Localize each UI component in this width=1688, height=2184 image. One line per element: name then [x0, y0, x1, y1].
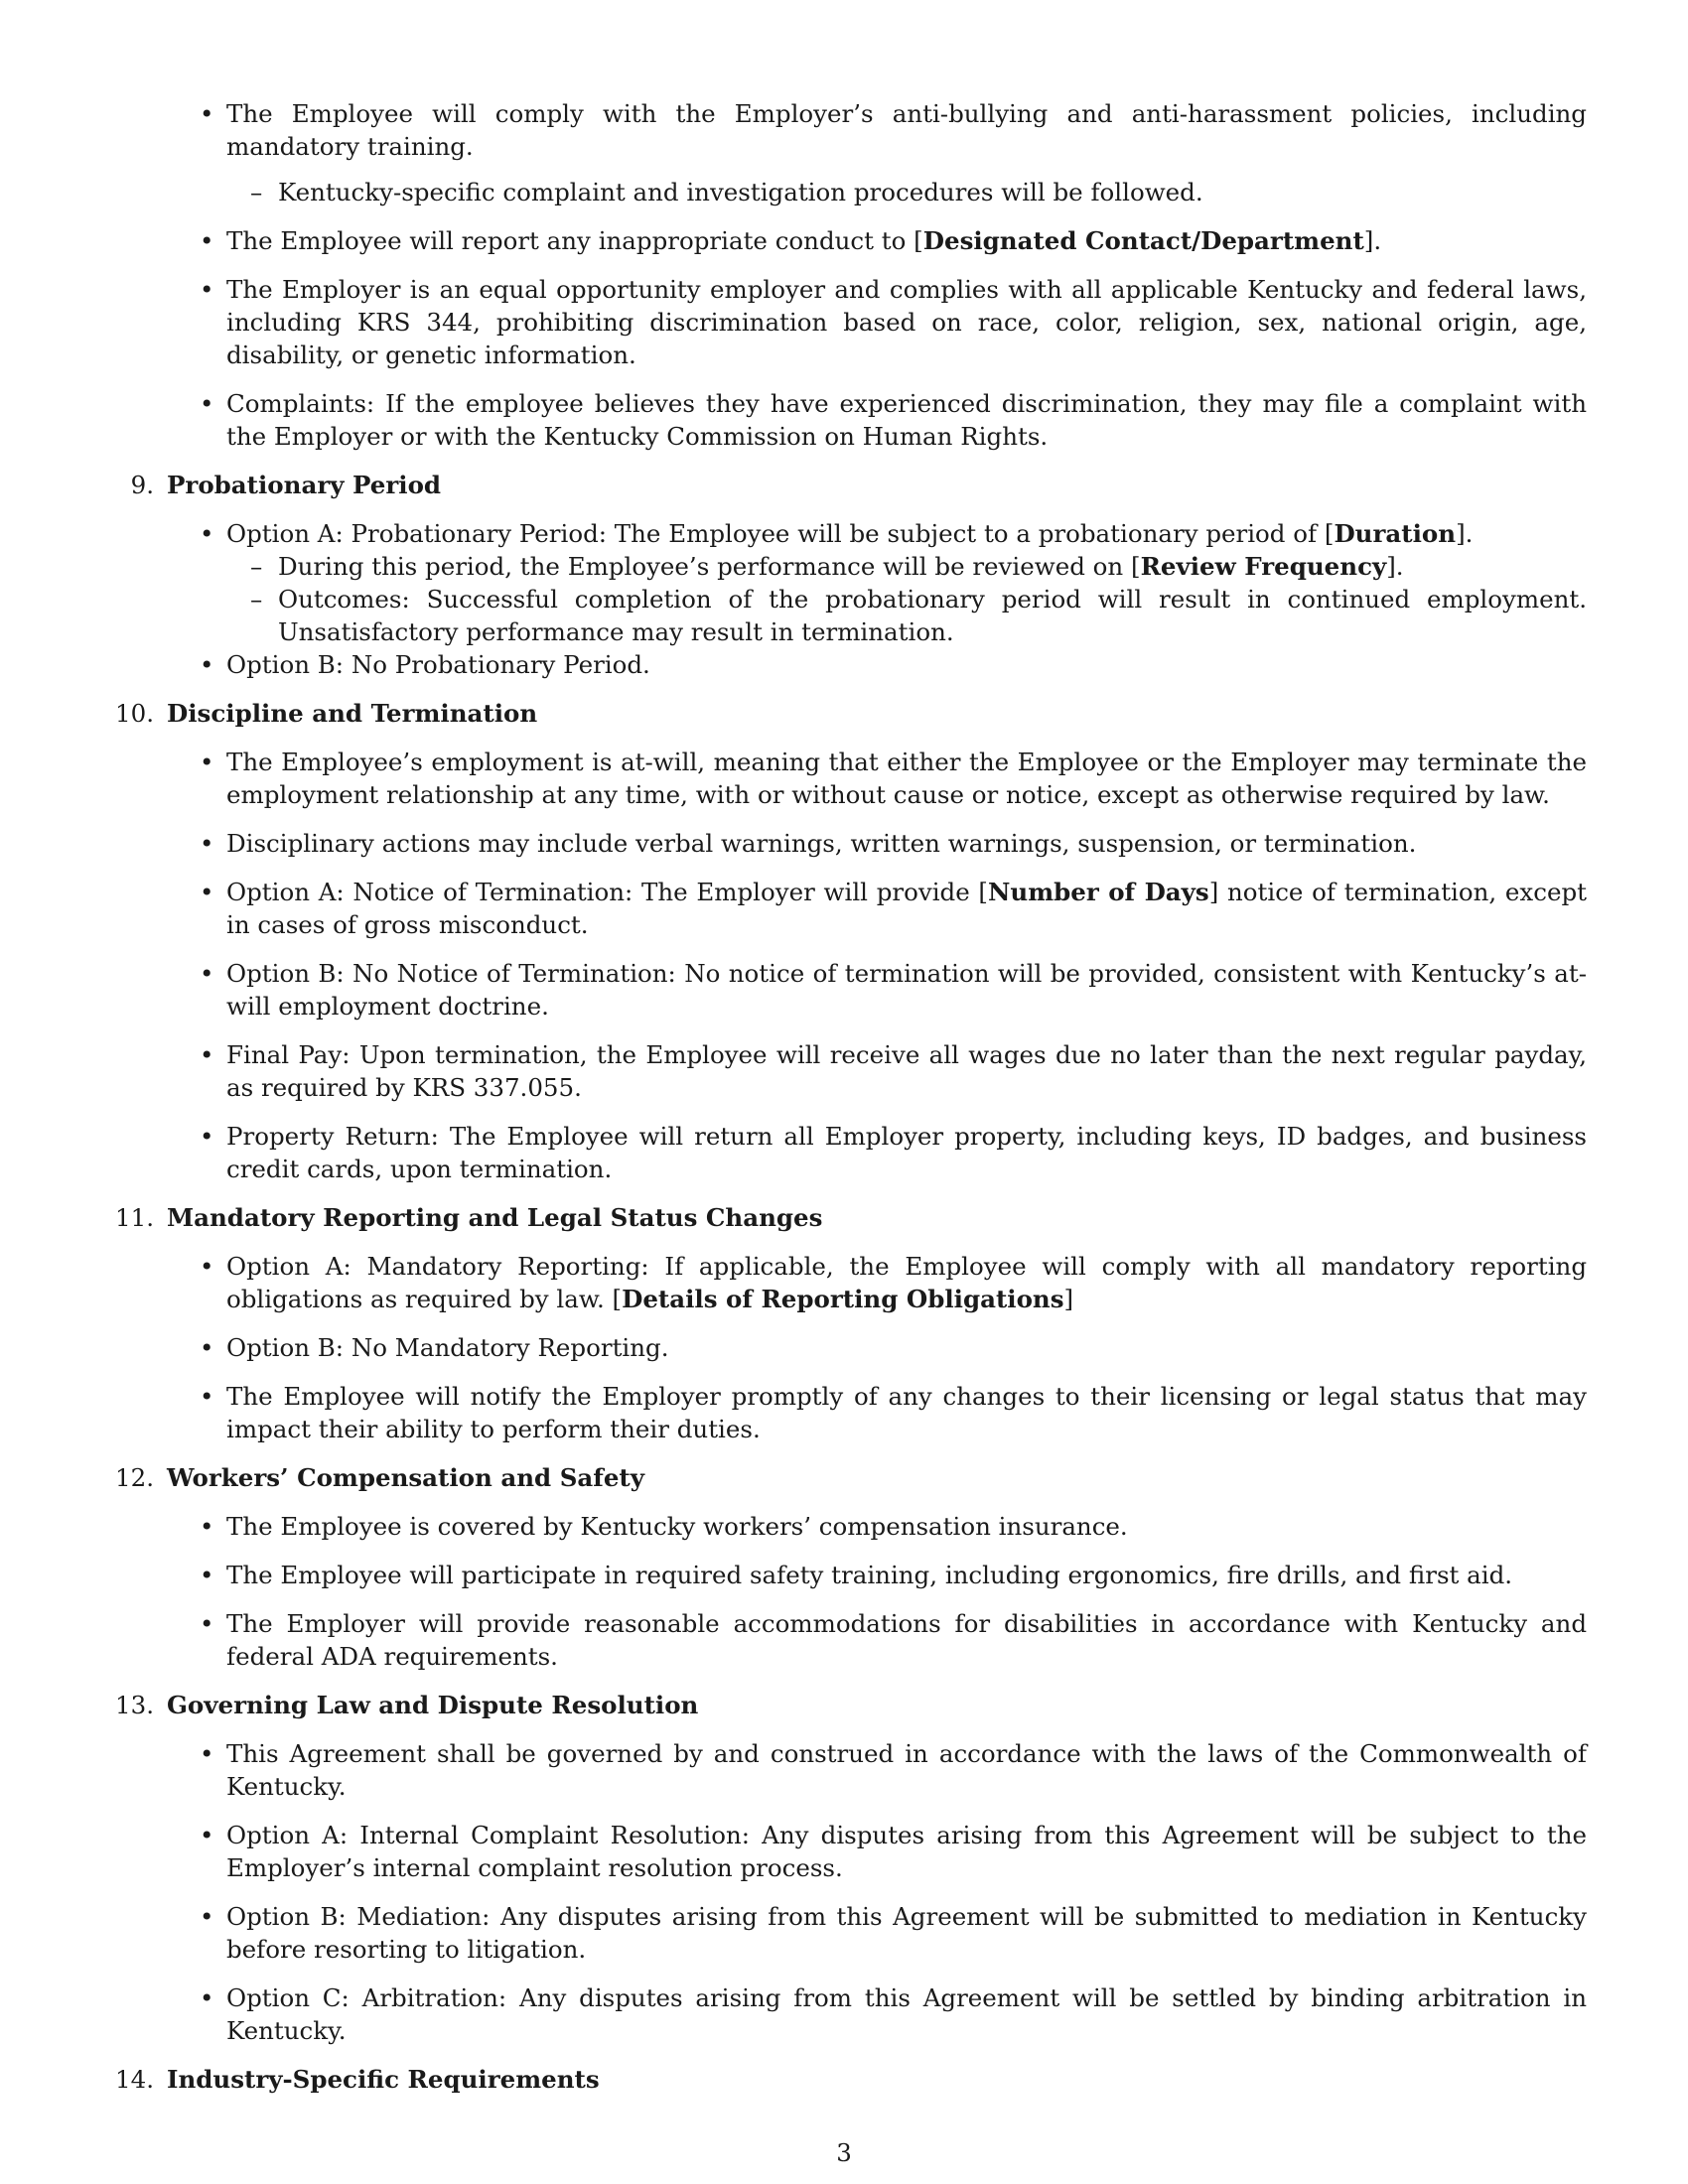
placeholder-field: Number of Days — [988, 878, 1209, 906]
list-item: • Disciplinary actions may include verbal warnings, written warnings, suspension, or termination. — [226, 827, 1587, 860]
section-number: 14. — [115, 2065, 154, 2094]
sub-list-item: – Outcomes: Successful completion of the probationary period will result in continued employment. Unsatisfactory performance may result in termination. — [278, 583, 1587, 648]
placeholder-field: Designated Contact/Department — [922, 226, 1364, 255]
list-item: • Complaints: If the employee believes they have experienced discrimination, they may file a complaint with the Employer or with the Kentucky Commission on Human Rights. — [226, 387, 1587, 453]
list-item: • The Employee will report any inappropriate conduct to [Designated Contact/Department]. — [226, 224, 1587, 257]
list-item: • The Employee’s employment is at-will, meaning that either the Employee or the Employer may terminate the employment relationship at any time, with or without cause or notice, except as otherwise required by law. — [226, 746, 1587, 811]
list-item: • Option A: Notice of Termination: The Employer will provide [Number of Days] notice of termination, except in cases of gross misconduct. — [226, 876, 1587, 941]
list-item: • Option B: Mediation: Any disputes arising from this Agreement will be submitted to mediation in Kentucky before resorting to litigation. — [226, 1900, 1587, 1966]
bullet-list — [0, 746, 1688, 1185]
list-item: • The Employer will provide reasonable accommodations for disabilities in accordance with Kentucky and federal ADA requirements. — [226, 1607, 1587, 1673]
section-heading — [115, 2063, 1688, 2096]
list-item: • The Employee will comply with the Employer’s anti-bullying and anti-harassment policies, including mandatory training. — [226, 97, 1587, 163]
sub-list-item: – During this period, the Employee’s performance will be reviewed on [Review Frequency]. — [278, 550, 1587, 583]
section-title: Mandatory Reporting and Legal Status Changes — [167, 1203, 823, 1232]
section-title: Governing Law and Dispute Resolution — [167, 1691, 699, 1719]
section-title: Discipline and Termination — [167, 699, 538, 728]
page-number: 3 — [836, 2138, 852, 2167]
list-item: • Option A: Mandatory Reporting: If applicable, the Employee will comply with all mandatory reporting obligations as required by law. [Details of Reporting Obligations] — [226, 1250, 1587, 1315]
section-title: Industry-Specific Requirements — [167, 2065, 600, 2094]
list-item: • Option B: No Notice of Termination: No notice of termination will be provided, consistent with Kentucky’s at-will employment doctrine. — [226, 957, 1587, 1023]
bullet-list — [0, 1510, 1688, 1673]
list-item: • The Employer is an equal opportunity employer and complies with all applicable Kentucky and federal laws, including KRS 344, prohibiting discrimination based on race, color, religion, sex, national origin, age, disability, or genetic information. — [226, 273, 1587, 371]
list-item: • Option A: Internal Complaint Resolution: Any disputes arising from this Agreement will be subject to the Employer’s internal complaint resolution process. — [226, 1819, 1587, 1884]
list-item: • The Employee is covered by Kentucky workers’ compensation insurance. — [226, 1510, 1587, 1543]
list-item: • Option A: Probationary Period: The Employee will be subject to a probationary period of [Duration]. — [226, 517, 1587, 550]
section-heading — [115, 697, 1688, 730]
sub-list-item: – Kentucky-specific complaint and investigation procedures will be followed. — [278, 176, 1587, 208]
section-number: 13. — [115, 1691, 154, 1719]
placeholder-field: Details of Reporting Obligations — [622, 1285, 1064, 1313]
section-heading — [130, 469, 1688, 501]
section-8-continued-list — [0, 97, 1688, 163]
bullet-list — [0, 517, 1688, 550]
list-item: • The Employee will participate in required safety training, including ergonomics, fire drills, and first aid. — [226, 1559, 1587, 1591]
placeholder-field: Duration — [1334, 519, 1457, 548]
section-title: Workers’ Compensation and Safety — [167, 1463, 644, 1492]
section-number: 12. — [115, 1463, 154, 1492]
list-item: • Option B: No Probationary Period. — [226, 648, 1587, 681]
placeholder-field: Review Frequency — [1140, 552, 1387, 581]
document-page — [0, 97, 1688, 2112]
section-number: 10. — [115, 699, 154, 728]
bullet-list — [0, 1250, 1688, 1445]
bullet-list — [0, 1737, 1688, 2047]
section-number: 11. — [115, 1203, 154, 1232]
section-number: 9. — [130, 471, 154, 499]
section-title: Probationary Period — [167, 471, 442, 499]
section-heading — [115, 1201, 1688, 1234]
list-item: • Final Pay: Upon termination, the Employee will receive all wages due no later than the next regular payday, as required by KRS 337.055. — [226, 1038, 1587, 1104]
bullet-list — [0, 648, 1688, 681]
bullet-list — [0, 224, 1688, 453]
sub-list — [0, 176, 1688, 208]
section-heading — [115, 1461, 1688, 1494]
section-heading — [115, 1689, 1688, 1721]
list-item: • The Employee will notify the Employer promptly of any changes to their licensing or legal status that may impact their ability to perform their duties. — [226, 1380, 1587, 1445]
list-item: • Option B: No Mandatory Reporting. — [226, 1331, 1587, 1364]
sub-list — [0, 550, 1688, 648]
list-item: • Property Return: The Employee will return all Employer property, including keys, ID badges, and business credit cards, upon termination. — [226, 1120, 1587, 1185]
list-item: • Option C: Arbitration: Any disputes arising from this Agreement will be settled by binding arbitration in Kentucky. — [226, 1981, 1587, 2047]
list-item: • This Agreement shall be governed by and construed in accordance with the laws of the Commonwealth of Kentucky. — [226, 1737, 1587, 1803]
